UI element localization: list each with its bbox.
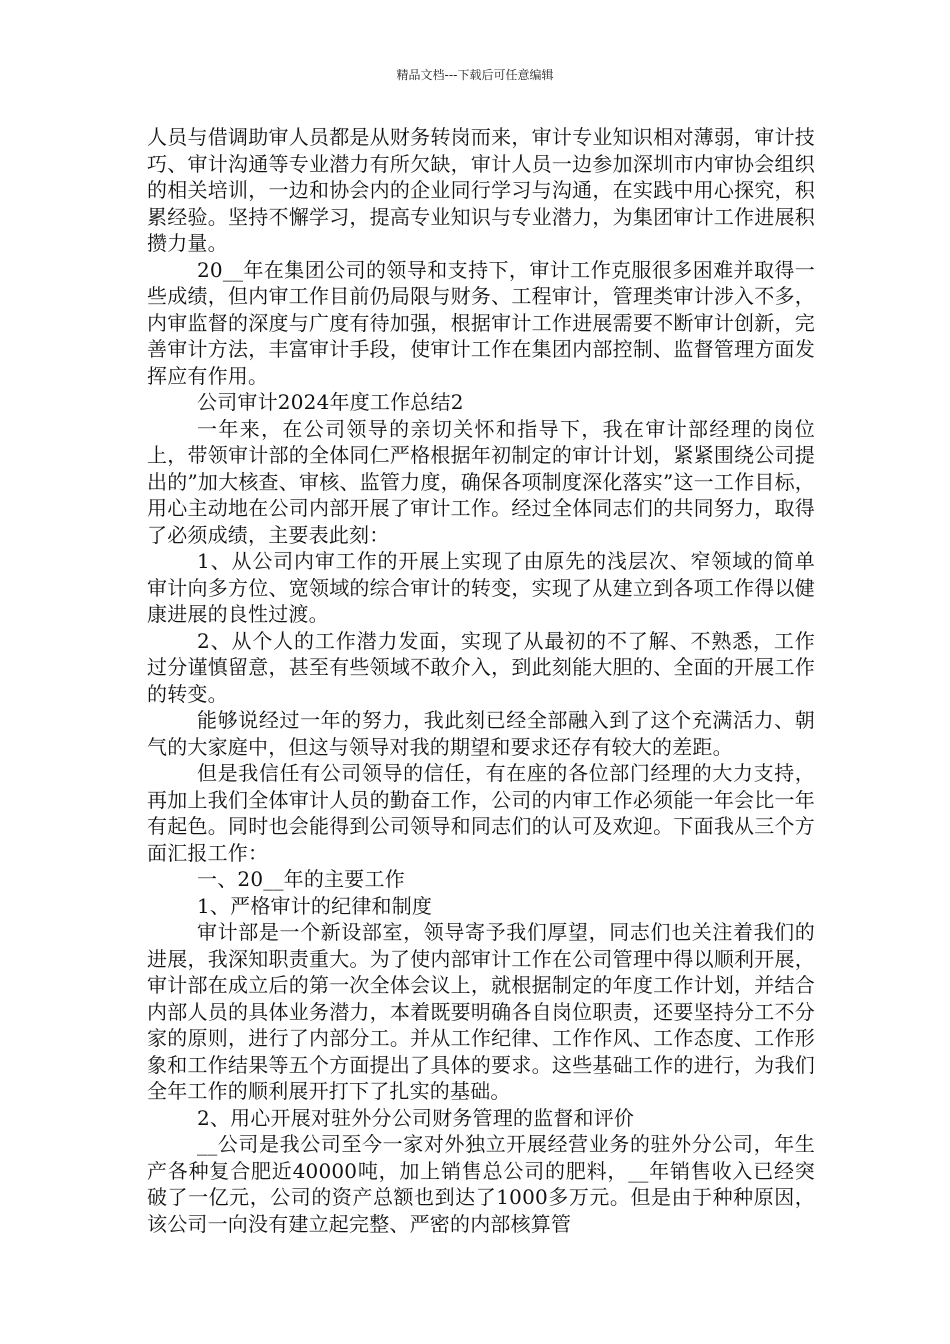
subheading-discipline: 1、严格审计的纪律和制度 [197, 893, 433, 918]
page-header: 精品文档---下载后可任意编辑 [396, 68, 554, 82]
document-body [147, 124, 815, 1237]
paragraph-3: 一年来，在公司领导的亲切关怀和指导下，我在审计部经理的岗位上，带领审计部的全体同仁严格根据年初制定的审计计划，紧紧围绕公司提出的”加大核查、审核、监管力度，确保各项制度深化落实”这一工作目标，用心主动地在公司内部开展了审计工作。经过全体同志们的共同努力，取得了必须成绩，主要表此刻： [147, 416, 815, 547]
paragraph-7: 但是我信任有公司领导的信任，有在座的各位部门经理的大力支持，再加上我们全体审计人员的勤奋工作，公司的内审工作必须能一年会比一年有起色。同时也会能得到公司领导和同志们的认可及欢迎。下面我从三个方面汇报工作： [147, 761, 815, 865]
paragraph-9: __公司是我公司至今一家对外独立开展经营业务的驻外分公司，年生产各种复合肥近40000吨，加上销售总公司的肥料，__年销售收入已经突破了一亿元，公司的资产总额也到达了1000多万元。但是由于种种原因，该公司一向没有建立起完整、严密的内部核算管 [147, 1132, 815, 1236]
heading-main-work: 一、20__年的主要工作 [197, 867, 405, 891]
section-title: 公司审计2024年度工作总结2 [197, 390, 464, 414]
paragraph-8: 审计部是一个新设部室，领导寄予我们厚望，同志们也关注着我们的进展，我深知职责重大。为了使内部审计工作在公司管理中得以顺利开展，审计部在成立后的第一次全体会议上，就根据制定的年度工作计划，并结合内部人员的具体业务潜力，本着既要明确各自岗位职责，还要坚持分工不分家的原则，进行了内部分工。并从工作纪律、工作作风、工作态度、工作形象和工作结果等五个方面提出了具体的要求。这些基础工作的进行，为我们全年工作的顺利展开打下了扎实的基础。 [147, 920, 815, 1103]
paragraph-1: 人员与借调助审人员都是从财务转岗而来，审计专业知识相对薄弱，审计技巧、审计沟通等专业潜力有所欠缺，审计人员一边参加深圳市内审协会组织的相关培训，一边和协会内的企业同行学习与沟通，在实践中用心探究，积累经验。坚持不懈学习，提高专业知识与专业潜力，为集团审计工作进展积攒力量。 [147, 125, 815, 255]
paragraph-4: 1、从公司内审工作的开展上实现了由原先的浅层次、窄领域的简单审计向多方位、宽领域的综合审计的转变，实现了从建立到各项工作得以健康进展的良性过渡。 [147, 549, 815, 626]
paragraph-6: 能够说经过一年的努力，我此刻已经全部融入到了这个充满活力、朝气的大家庭中，但这与领导对我的期望和要求还存有较大的差距。 [147, 708, 815, 759]
paragraph-2: 20__年在集团公司的领导和支持下，审计工作克服很多困难并取得一些成绩，但内审工作目前仍局限与财务、工程审计，管理类审计涉入不多，内审监督的深度与广度有待加强，根据审计工作进展需要不断审计创新，完善审计方法，丰富审计手段，使审计工作在集团内部控制、监督管理方面发挥应有作用。 [147, 257, 815, 388]
subheading-supervision: 2、用心开展对驻外分公司财务管理的监督和评价 [197, 1105, 635, 1130]
paragraph-5: 2、从个人的工作潜力发面，实现了从最初的不了解、不熟悉，工作过分谨慎留意，甚至有些领域不敢介入，到此刻能大胆的、全面的开展工作的转变。 [147, 628, 815, 706]
